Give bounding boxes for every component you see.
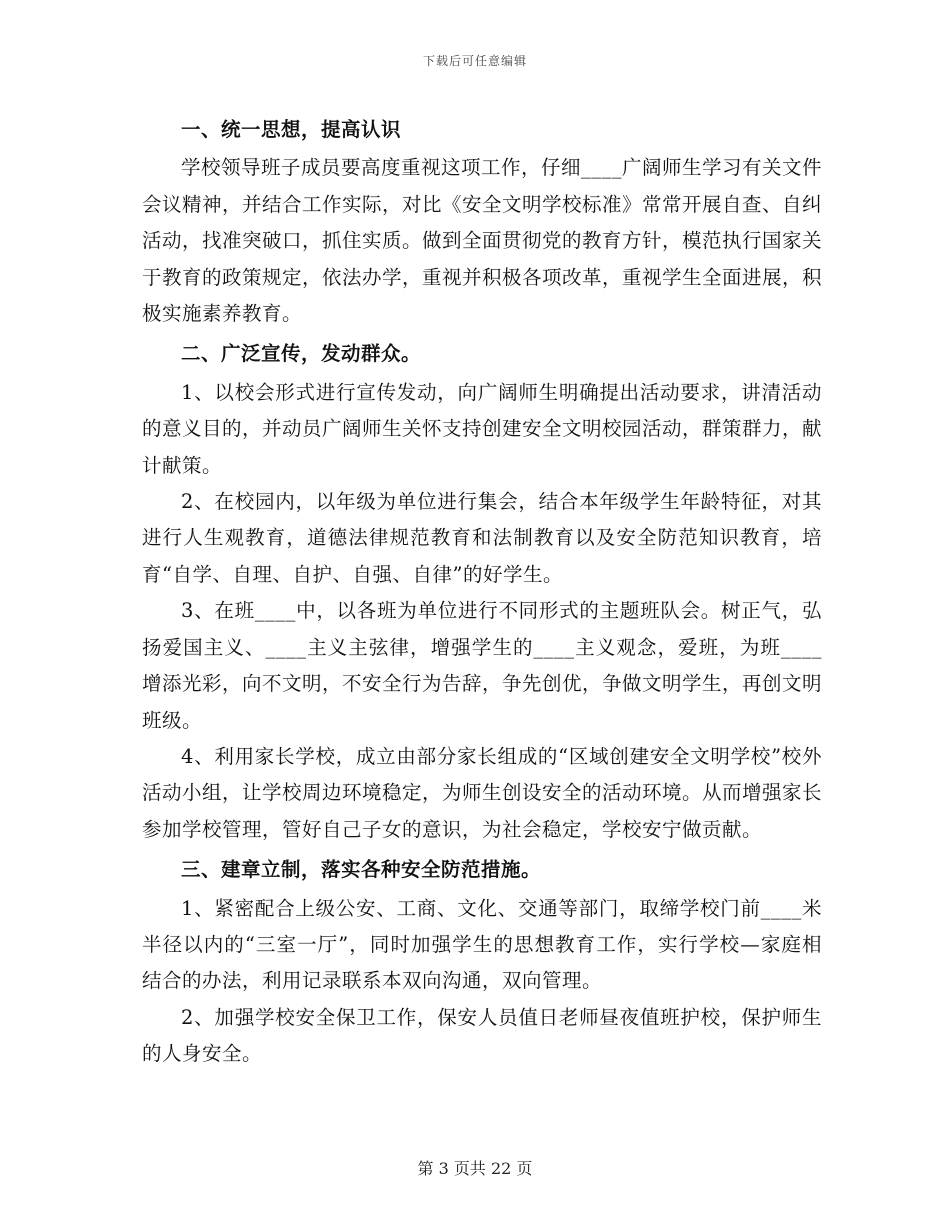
section-heading: 三、建章立制，落实各种安全防范措施。 [181, 858, 542, 882]
paragraph: 4、利用家长学校，成立由部分家长组成的“区域创建安全文明学校”校外活动小组，让学校周边环境稳定，为师生创设安全的活动环境。从而增强家长参加学校管理，管好自己子女的意识，为社会稳定，学校安宁做贡献。 [142, 744, 823, 841]
section-heading: 一、统一思想，提高认识 [181, 118, 402, 141]
paragraph: 2、在校园内，以年级为单位进行集会，结合本年级学生年龄特征，对其进行人生观教育，道德法律规范教育和法制教育以及安全防范知识教育，培育“自学、自理、自护、自强、自律”的好学生。 [142, 490, 822, 586]
paragraph: 学校领导班子成员要高度重视这项工作，仔细____广阔师生学习有关文件会议精神，并结合工作实际，对比《安全文明学校标准》常常开展自查、自纠活动，找准突破口，抓住实质。做到全面贯彻党的教育方针，模范执行国家关于教育的政策规定，依法办学，重视并积极各项改革，重视学生全面进展，积极实施素养教育。 [142, 156, 823, 326]
paragraph: 2、加强学校安全保卫工作，保安人员值日老师昼夜值班护校，保护师生的人身安全。 [142, 1005, 822, 1066]
document-body [142, 108, 822, 1073]
section-heading: 二、广泛宣传，发动群众。 [181, 342, 422, 366]
paragraph: 3、在班____中，以各班为单位进行不同形式的主题班队会。树正气，弘扬爱国主义、____主义主弦律，增强学生的____主义观念，爱班，为班____增添光彩，向不文明，不安全行为告辞，争先创优，争做文明学生，再创文明班级。 [142, 599, 823, 732]
section-2 [142, 336, 822, 848]
paragraph: 1、紧密配合上级公安、工商、文化、交通等部门，取缔学校门前____米半径以内的“三室一厅”，同时加强学生的思想教育工作，实行学校—家庭相结合的办法，利用记录联系本双向沟通，双向管理。 [142, 896, 822, 993]
page-header: 下载后可任意编辑 [422, 54, 527, 68]
page-footer: 第 3 页共 22 页 [417, 1159, 533, 1178]
section-3 [142, 852, 822, 1072]
paragraph: 1、以校会形式进行宣传发动，向广阔师生明确提出活动要求，讲清活动的意义目的，并动员广阔师生关怀支持创建安全文明校园活动，群策群力，献计献策。 [142, 380, 823, 477]
section-1 [142, 112, 822, 332]
